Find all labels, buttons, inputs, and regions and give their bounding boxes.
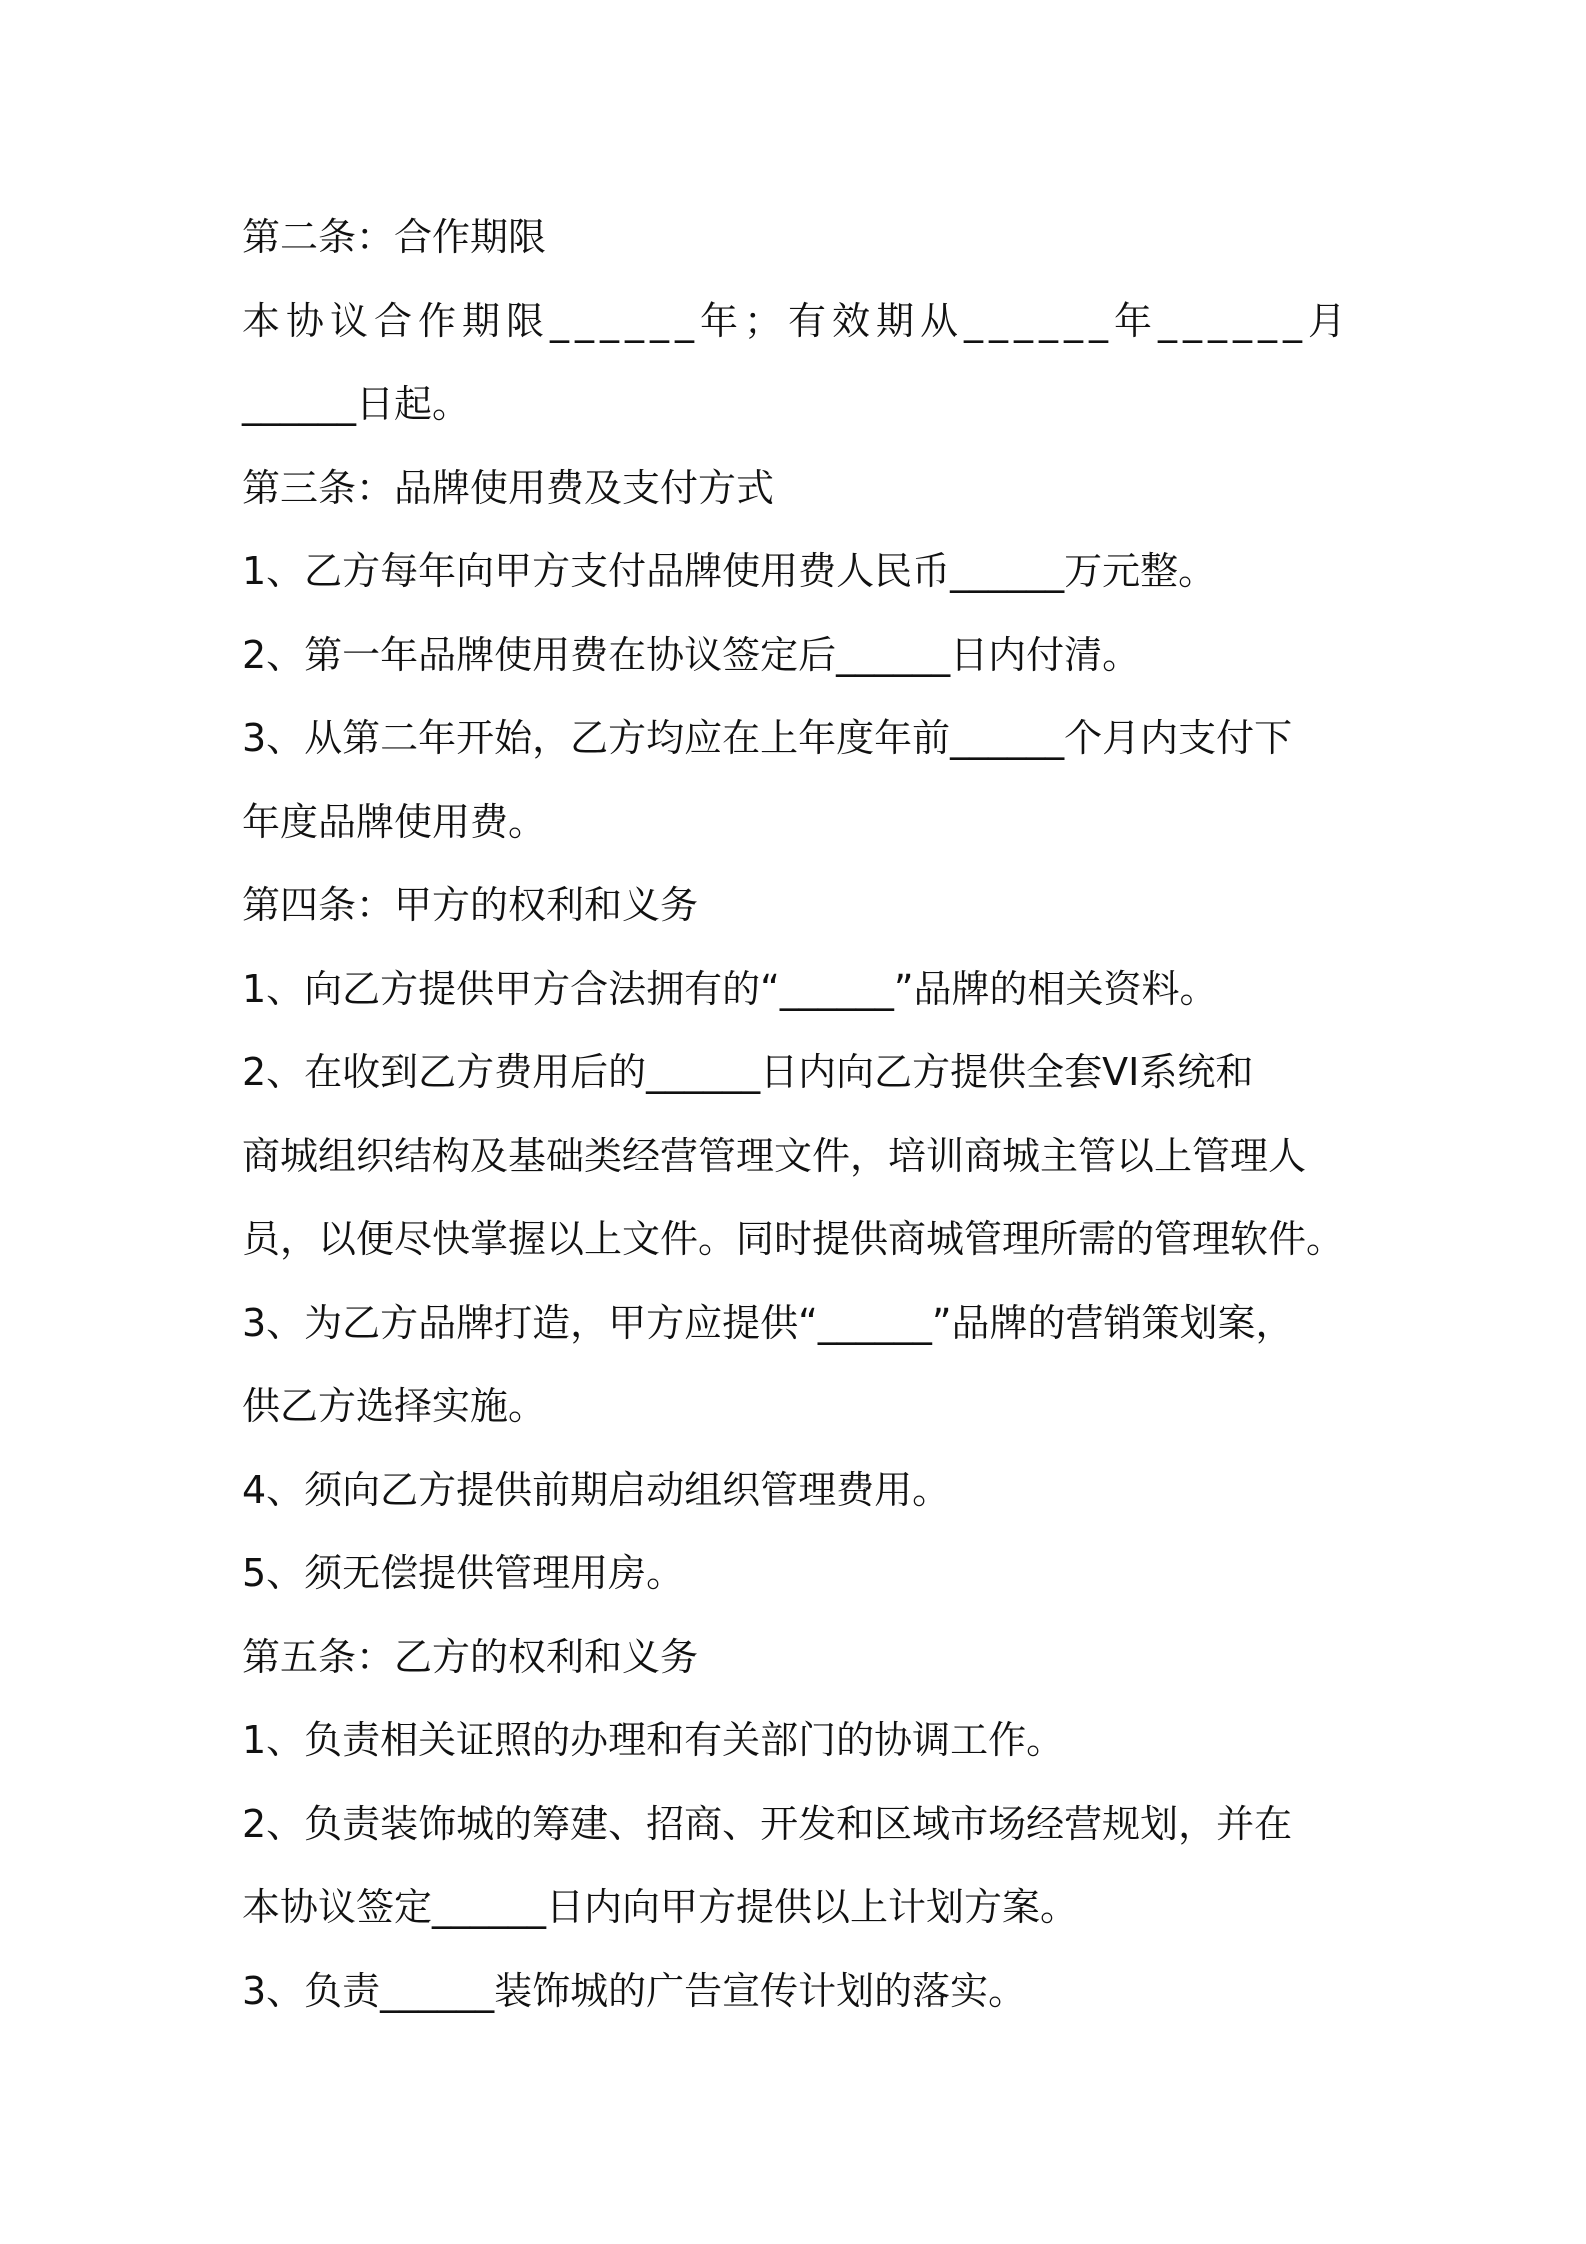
article-5-heading: 第五条：乙方的权利和义务 (242, 1634, 699, 1679)
document-body (242, 196, 1362, 2033)
article-3-item-3-line-1: 3、从第二年开始，乙方均应在上年度年前______个月内支付下 (242, 716, 1293, 760)
article-4-heading: 第四条：甲方的权利和义务 (242, 883, 699, 927)
article-2-heading: 第二条：合作期限 (242, 215, 547, 259)
article-5-item-2-line-2: 本协议签定______日内向甲方提供以上计划方案。 (242, 1885, 1079, 1929)
article-2-text-line-2: ______日起。 (242, 382, 471, 426)
article-4-item-5: 5、须无偿提供管理用房。 (242, 1551, 685, 1595)
article-5-item-1: 1、负责相关证照的办理和有关部门的协调工作。 (242, 1718, 1065, 1762)
article-5-item-3: 3、负责______装饰城的广告宣传计划的落实。 (242, 1968, 1027, 2013)
article-4-item-1: 1、向乙方提供甲方合法拥有的“______”品牌的相关资料。 (242, 966, 1218, 1011)
article-4-item-2-line-3: 员，以便尽快掌握以上文件。同时提供商城管理所需的管理软件。 (242, 1217, 1345, 1261)
article-3-item-2: 2、第一年品牌使用费在协议签定后______日内付清。 (242, 632, 1141, 677)
article-3-item-1: 1、乙方每年向甲方支付品牌使用费人民币______万元整。 (242, 549, 1217, 593)
article-4-item-3-line-2: 供乙方选择实施。 (242, 1384, 547, 1428)
article-5-item-2-line-1: 2、负责装饰城的筹建、招商、开发和区域市场经营规划，并在 (242, 1801, 1293, 1846)
article-3-item-3-line-2: 年度品牌使用费。 (242, 799, 547, 844)
article-3-heading: 第三条：品牌使用费及支付方式 (242, 465, 775, 510)
article-2-text-line-1: 本协议合作期限______年；有效期从______年______月 (242, 298, 1353, 343)
article-4-item-2-line-2: 商城组织结构及基础类经营管理文件，培训商城主管以上管理人 (242, 1133, 1307, 1178)
article-4-item-3-line-1: 3、为乙方品牌打造，甲方应提供“______”品牌的营销策划案， (242, 1300, 1294, 1345)
article-4-item-4: 4、须向乙方提供前期启动组织管理费用。 (242, 1467, 951, 1512)
article-4-item-2-line-1: 2、在收到乙方费用后的______日内向乙方提供全套VI系统和 (242, 1050, 1254, 1094)
